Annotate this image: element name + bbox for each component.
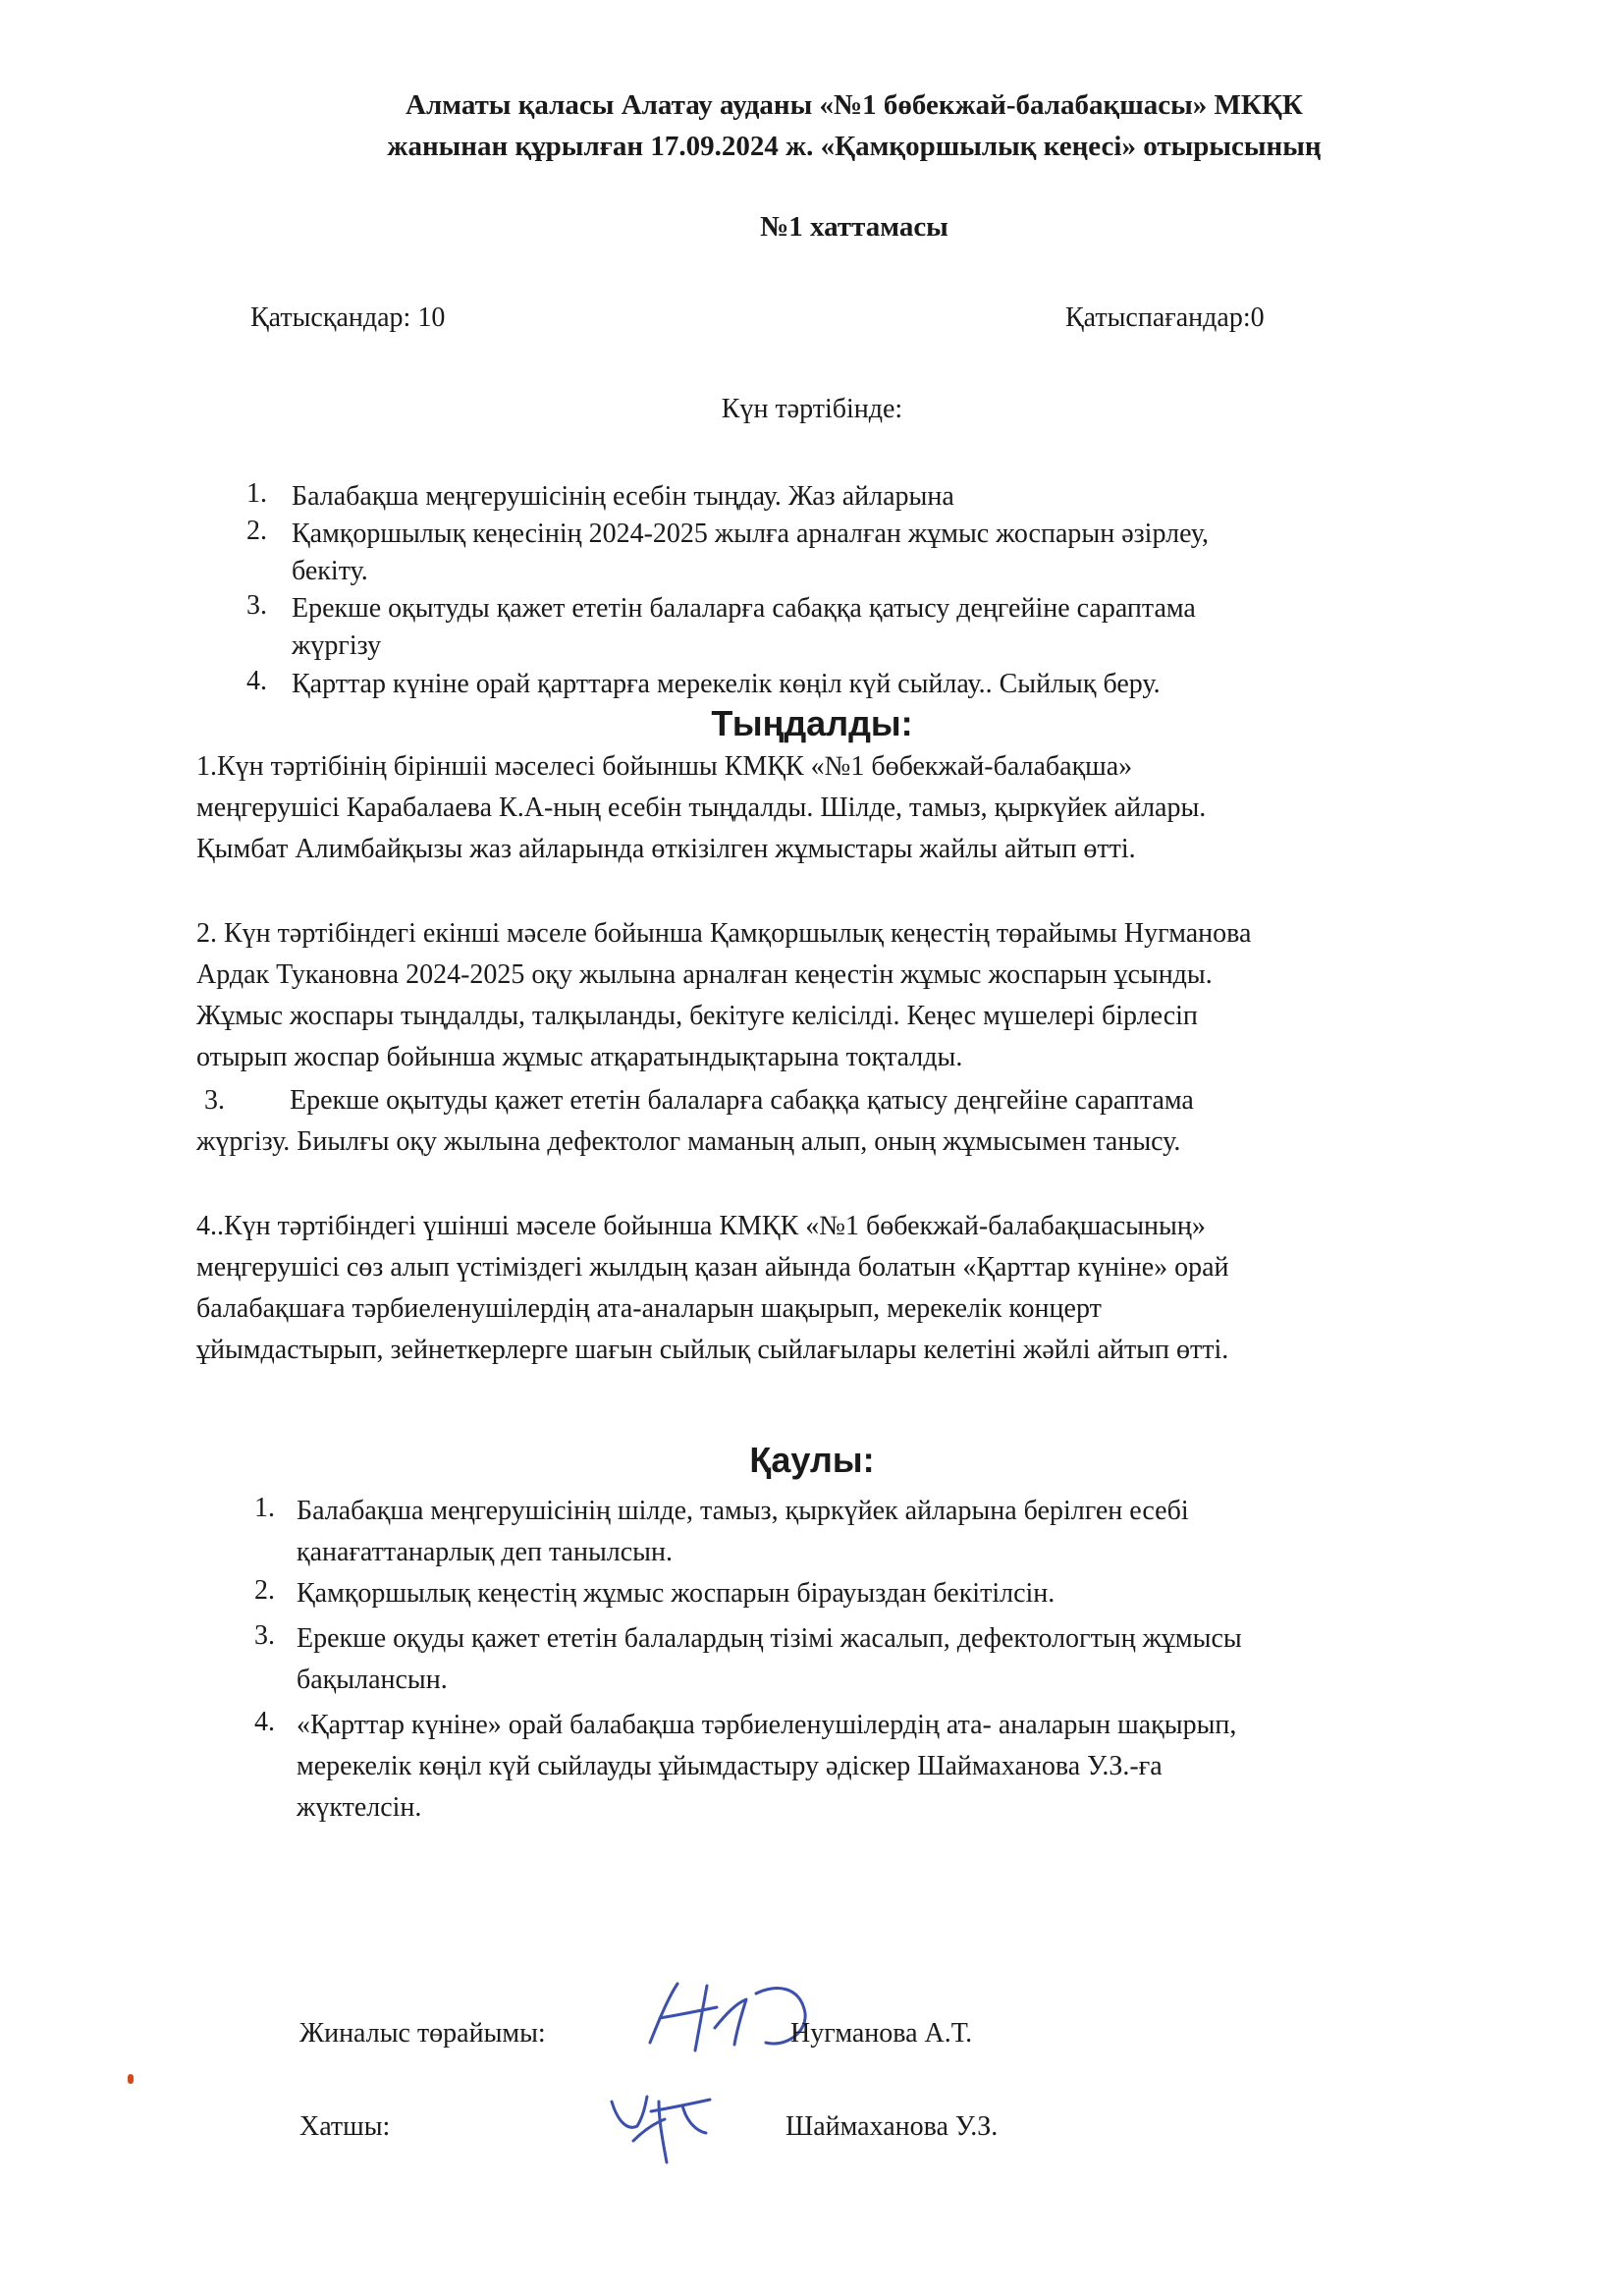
heard-paragraph-3-number: 3. [204, 1085, 225, 1116]
paragraph-line: 4..Күн тәртібіндегі үшінші мәселе бойынша КМҚК «№1 бөбекжай-балабақшасының» [196, 1211, 1206, 1241]
resolution-item-text: Ерекше оқуды қажет ететін балалардың тізімі жасалып, дефектологтың жұмысы [297, 1623, 1242, 1654]
heard-paragraph-1 [196, 746, 1473, 870]
resolution-item-number: 1. [254, 1493, 275, 1523]
paragraph-line: Ардак Тукановна 2024-2025 оқу жылына арналған кеңестін жұмыс жоспарын ұсынды. [196, 959, 1213, 990]
heard-paragraph-3 [196, 1080, 1473, 1163]
chair-name: Нугманова А.Т. [790, 2018, 973, 2049]
secretary-name: Шаймаханова У.З. [785, 2111, 999, 2142]
paragraph-line: Ерекше оқытуды қажет ететін балаларға сабаққа қатысу деңгейіне сараптама [290, 1085, 1194, 1116]
resolution-item-text: «Қарттар күніне» орай балабақша тәрбиеленушілердің ата- аналарын шақырып, [297, 1710, 1237, 1740]
title-line-2: жанынан құрылған 17.09.2024 ж. «Қамқоршылық кеңесі» отырысының [387, 131, 1322, 162]
paragraph-line: меңгерушісі сөз алып үстіміздегі жылдың қазан айында болатын «Қарттар күніне» орай [196, 1252, 1229, 1283]
agenda-heading: Күн тәртібінде: [721, 394, 903, 424]
resolution-item-text: қанағаттанарлық деп танылсын. [297, 1537, 673, 1567]
agenda-item-text: Балабақша меңгерушісінің есебін тыңдау. Жаз айларына [292, 481, 954, 512]
secretary-signature-image [604, 2082, 722, 2170]
agenda-item-number: 3. [246, 590, 267, 621]
chair-label: Жиналыс төрайымы: [299, 2018, 546, 2049]
agenda-item-number: 2. [246, 516, 267, 546]
heard-paragraph-2 [196, 913, 1473, 1078]
resolution-item-text: жүктелсін. [297, 1792, 422, 1823]
resolution-item-number: 3. [254, 1620, 275, 1651]
resolution-item-text: мерекелік көңіл күй сыйлауды ұйымдастыру әдіскер Шаймаханова У.З.-ға [297, 1751, 1163, 1781]
resolution-item-number: 2. [254, 1575, 275, 1606]
attendance-present: Қатысқандар: 10 [250, 302, 446, 333]
paragraph-line: Жұмыс жоспары тыңдалды, талқыланды, бекітуге келісілді. Кеңес мүшелері бірлесіп [196, 1001, 1198, 1031]
agenda-item-number: 1. [246, 478, 267, 509]
agenda-item-number: 4. [246, 666, 267, 696]
paragraph-line: 1.Күн тәртібінің біріншіі мәселесі бойыншы КМҚК «№1 бөбекжай-балабақша» [196, 751, 1133, 782]
agenda-item-text: жүргізу [292, 630, 382, 661]
document-title: №1 хаттамасы [760, 211, 948, 243]
paragraph-line: отырып жоспар бойынша жұмыс атқаратындықтарына тоқталды. [196, 1042, 963, 1072]
heard-heading: Тыңдалды: [711, 703, 913, 743]
chair-signature-image [638, 1974, 815, 2062]
agenda-item-text: бекіту. [292, 556, 368, 586]
resolution-item-number: 4. [254, 1707, 275, 1737]
paragraph-line: жүргізу. Биылғы оқу жылына дефектолог маманың алып, оның жұмысымен танысу. [196, 1126, 1181, 1157]
paragraph-line: Қымбат Алимбайқызы жаз айларында өткізілген жұмыстары жайлы айтып өтті. [196, 834, 1136, 864]
title-line-1: Алматы қаласы Алатау ауданы «№1 бөбекжай-балабақшасы» МКҚК [406, 89, 1303, 121]
paragraph-line: ұйымдастырып, зейнеткерлерге шағын сыйлық сыйлағылары келетіні жәйлі айтып өтті. [196, 1335, 1229, 1365]
agenda-item-text: Қамқоршылық кеңесінің 2024-2025 жылға арналған жұмыс жоспарын әзірлеу, [292, 519, 1209, 549]
attendance-absent: Қатыспағандар:0 [1065, 302, 1265, 333]
resolution-item-text: бақылансын. [297, 1665, 448, 1695]
heard-paragraph-4 [196, 1206, 1473, 1371]
resolution-item-text: Қамқоршылық кеңестің жұмыс жоспарын бірауыздан бекітілсін. [297, 1578, 1056, 1609]
paragraph-line: 2. Күн тәртібіндегі екінші мәселе бойынша Қамқоршылық кеңестің төрайымы Нугманова [196, 918, 1252, 949]
stray-ink-mark [128, 2074, 134, 2084]
secretary-label: Хатшы: [299, 2111, 391, 2142]
paragraph-line: меңгерушісі Карабалаева К.А-ның есебін тыңдалды. Шілде, тамыз, қыркүйек айлары. [196, 793, 1207, 823]
resolution-item-text: Балабақша меңгерушісінің шілде, тамыз, қыркүйек айларына берілген есебі [297, 1496, 1189, 1526]
resolution-heading: Қаулы: [749, 1440, 875, 1480]
agenda-item-text: Қарттар күніне орай қарттарға мерекелік көңіл күй сыйлау.. Сыйлық беру. [292, 669, 1161, 699]
paragraph-line: балабақшаға тәрбиеленушілердің ата-аналарын шақырып, мерекелік концерт [196, 1293, 1102, 1324]
agenda-item-text: Ерекше оқытуды қажет ететін балаларға сабаққа қатысу деңгейіне сараптама [292, 593, 1196, 624]
